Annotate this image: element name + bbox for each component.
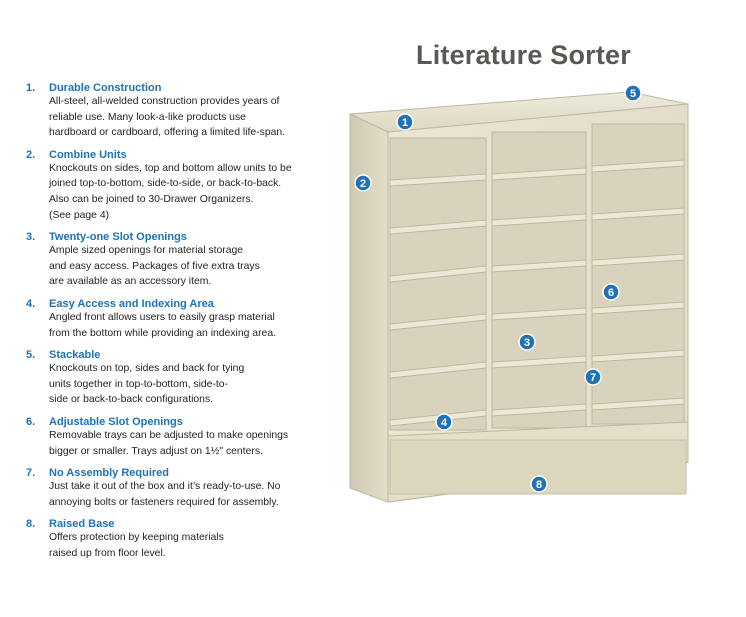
literature-sorter-illustration <box>330 70 710 510</box>
feature-description: All-steel, all-welded construction provides years of reliable use. Many look-a-like products use hardboard or cardboard, offering a limited life-span. <box>49 96 286 139</box>
feature-item <box>26 298 326 341</box>
feature-description: Knockouts on top, sides and back for tying units together in top-to-bottom, side-to- side or back-to-back configurations. <box>49 363 245 406</box>
feature-item <box>26 518 326 561</box>
page-title: Literature Sorter <box>416 40 631 70</box>
callout-badge <box>625 85 641 101</box>
feature-number: 7. <box>26 467 36 480</box>
callout-badge <box>397 114 413 130</box>
feature-number: 5. <box>26 349 36 362</box>
slot-column <box>390 138 486 430</box>
slot-grid <box>388 124 688 502</box>
feature-number: 2. <box>26 148 36 161</box>
feature-title: Twenty-one Slot Openings <box>49 231 187 244</box>
svg-text:3: 3 <box>523 337 531 349</box>
feature-item <box>26 467 326 510</box>
feature-title: Combine Units <box>49 148 127 161</box>
feature-item <box>26 231 326 290</box>
callout-badge <box>531 476 547 492</box>
feature-number: 1. <box>26 82 36 94</box>
callout-badge <box>519 334 535 350</box>
feature-number: 8. <box>26 518 36 531</box>
feature-description: Knockouts on sides, top and bottom allow units to be joined top-to-bottom, side-to-side, or back-to-back. Also can be joined to 30-Drawer Organizers. (See page 4) <box>49 162 292 221</box>
slot-column <box>589 124 684 424</box>
feature-description: Offers protection by keeping materials raised up from floor level. <box>49 532 224 559</box>
feature-number: 4. <box>26 297 36 310</box>
svg-text:6: 6 <box>607 287 615 299</box>
feature-description: Angled front allows users to easily grasp material from the bottom while providing an indexing area. <box>49 311 276 339</box>
svg-text:5: 5 <box>629 88 637 100</box>
feature-number: 3. <box>26 231 36 244</box>
feature-title: No Assembly Required <box>49 467 170 480</box>
svg-text:1: 1 <box>401 117 409 129</box>
feature-item <box>26 416 326 459</box>
callout-badge <box>585 369 601 385</box>
feature-item <box>26 349 326 408</box>
svg-text:4: 4 <box>440 417 448 429</box>
svg-text:2: 2 <box>359 178 367 190</box>
feature-item <box>26 82 326 141</box>
feature-title: Adjustable Slot Openings <box>49 415 183 428</box>
feature-list <box>26 82 326 569</box>
feature-title: Stackable <box>49 349 101 362</box>
feature-description: Ample sized openings for material storage and easy access. Packages of five extra trays are available as an accessory item. <box>49 245 260 288</box>
callout-badge <box>436 414 452 430</box>
feature-title: Raised Base <box>49 518 115 531</box>
feature-title: Durable Construction <box>49 82 162 94</box>
feature-description: Just take it out of the box and it’s ready-to-use. No annoying bolts or fasteners required for assembly. <box>49 481 281 508</box>
callout-badge <box>355 175 371 191</box>
svg-text:7: 7 <box>589 372 597 384</box>
slot-column <box>492 132 586 428</box>
feature-item <box>26 149 326 223</box>
callout-badge <box>603 284 619 300</box>
svg-text:8: 8 <box>535 479 543 491</box>
feature-description: Removable trays can be adjusted to make openings bigger or smaller. Trays adjust on 1½" centers. <box>49 429 289 457</box>
feature-number: 6. <box>26 415 36 428</box>
feature-title: Easy Access and Indexing Area <box>49 297 214 310</box>
